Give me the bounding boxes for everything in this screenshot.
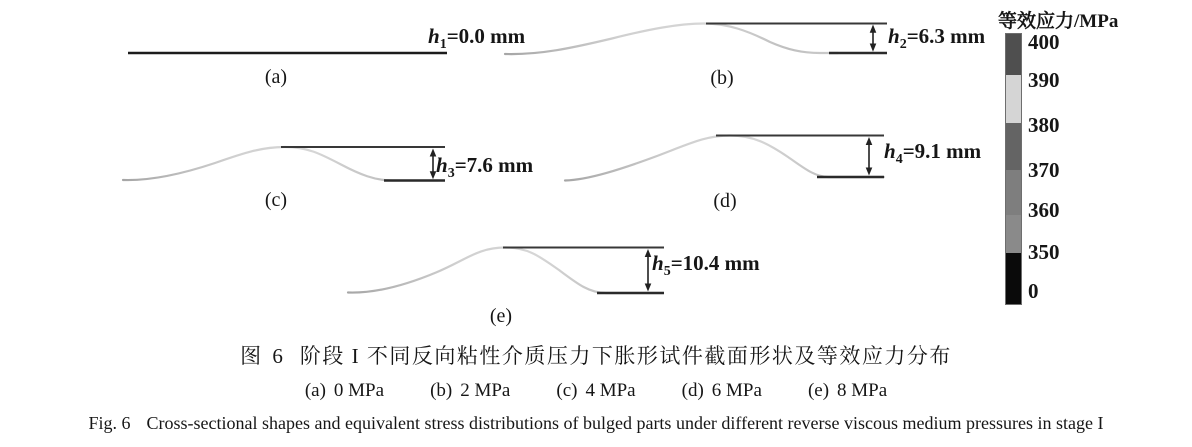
subfigure-tag-d: (d): [713, 190, 737, 212]
subfigure-tag-a: (a): [264, 66, 288, 88]
h-value: =7.6 mm: [454, 153, 534, 177]
h-subscript: 4: [895, 152, 903, 167]
pressure-tag: (e): [807, 380, 830, 401]
colorbar-segment: [1006, 123, 1021, 170]
caption-zh-number: 图 6: [240, 344, 286, 368]
colorbar-tick: 350: [1028, 240, 1060, 264]
pressure-value: 4 MPa: [585, 380, 636, 401]
h-variable: h: [436, 153, 448, 177]
h-variable: h: [888, 24, 900, 48]
pressure-item: [305, 380, 384, 402]
colorbar-tick: 370: [1028, 158, 1060, 182]
colorbar: [1005, 33, 1022, 305]
profile-curve-e: [348, 248, 663, 294]
pressure-value: 0 MPa: [333, 380, 385, 401]
colorbar-segment: [1006, 215, 1021, 253]
h-variable: h: [428, 24, 440, 48]
caption-en-text: Cross-sectional shapes and equivalent stress distributions of bulged parts under different reverse viscous medium pressures in stage I: [146, 413, 1104, 433]
subfigure-tag-c: (c): [264, 189, 288, 211]
height-arrow-e: [645, 249, 652, 292]
h-value: =6.3 mm: [906, 24, 986, 48]
height-label-a: [428, 24, 526, 52]
pressure-item: [808, 380, 887, 402]
colorbar-segment: [1006, 170, 1021, 215]
colorbar-tick: 400: [1028, 30, 1060, 54]
pressure-item: [430, 380, 510, 402]
subfigure-tag-b: (b): [710, 67, 734, 89]
colorbar-segment: [1006, 253, 1021, 304]
profile-curve-d: [565, 136, 884, 181]
h-subscript: 1: [439, 37, 447, 52]
height-label-e: [652, 251, 760, 279]
pressure-value: 6 MPa: [711, 380, 762, 401]
subfigure-tag-e: (e): [489, 305, 513, 327]
profile-curve-c: [123, 147, 438, 181]
caption-pressures: [0, 380, 1192, 402]
colorbar-segment: [1006, 34, 1021, 75]
colorbar-tick: 380: [1028, 113, 1060, 137]
h-value: =10.4 mm: [670, 251, 760, 275]
pressure-item: [556, 380, 635, 402]
pressure-value: 2 MPa: [460, 380, 511, 401]
caption-en-number: Fig. 6: [88, 413, 131, 433]
colorbar-segment: [1006, 75, 1021, 123]
pressure-value: 8 MPa: [837, 380, 888, 401]
colorbar-tick: 0: [1028, 279, 1039, 303]
caption-english: [0, 413, 1192, 434]
h-value: =0.0 mm: [446, 24, 526, 48]
colorbar-title: 等效应力/MPa: [998, 11, 1119, 32]
h-value: =9.1 mm: [902, 139, 982, 163]
height-label-d: [884, 139, 982, 167]
h-variable: h: [884, 139, 896, 163]
h-subscript: 5: [663, 264, 671, 279]
caption-chinese: [0, 340, 1192, 370]
pressure-item: [682, 380, 762, 402]
height-arrow-b: [870, 25, 877, 52]
height-label-b: [888, 24, 986, 52]
h-subscript: 3: [447, 166, 455, 181]
pressure-tag: (a): [304, 380, 326, 401]
pressure-tag: (d): [681, 380, 704, 401]
height-arrow-d: [866, 137, 873, 176]
colorbar-tick: 390: [1028, 68, 1060, 92]
pressure-tag: (c): [556, 380, 578, 401]
pressure-tag: (b): [430, 380, 453, 401]
h-subscript: 2: [899, 37, 907, 52]
profile-curve-b: [505, 24, 838, 55]
colorbar-tick: 360: [1028, 198, 1060, 222]
h-variable: h: [652, 251, 664, 275]
height-label-c: [436, 153, 534, 181]
caption-zh-text: 阶段 I 不同反向粘性介质压力下胀形试件截面形状及等效应力分布: [299, 344, 952, 368]
